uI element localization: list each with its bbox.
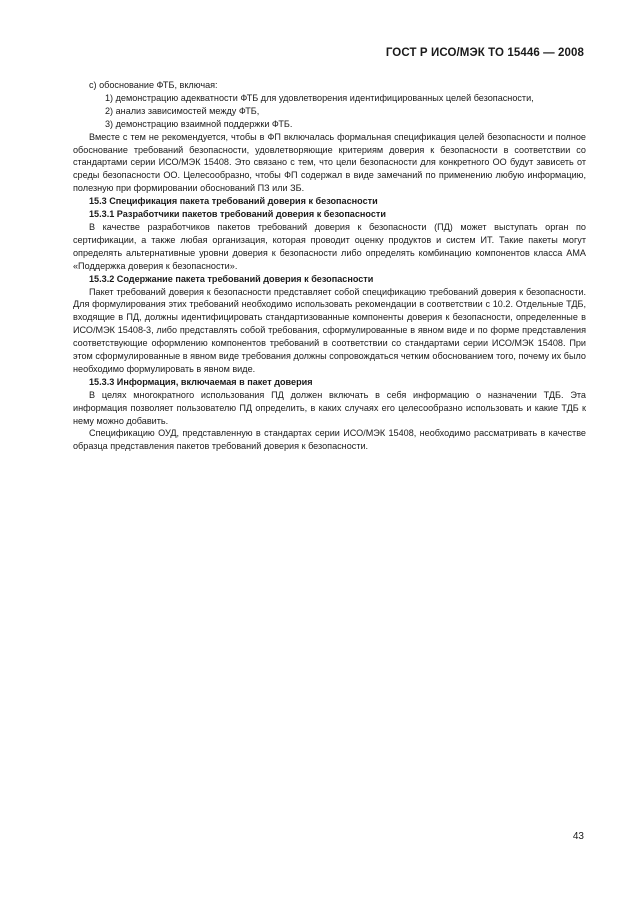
paragraph-4: В целях многократного использования ПД должен включать в себя информацию о назначении ТДБ. Эта информация позволяет пользователю ПД определить, в каких случаях его целесообразно использовать и какие ТДБ к нему можно добавить. bbox=[73, 389, 586, 426]
list-item-1: 1) демонстрацию адекватности ФТБ для удовлетворения идентифицированных целей безопасности, bbox=[105, 92, 534, 103]
heading-15-3-1: 15.3.1 Разработчики пакетов требований доверия к безопасности bbox=[89, 209, 386, 220]
paragraph-c-intro: с) обоснование ФТБ, включая: bbox=[89, 80, 218, 90]
heading-15-3-3: 15.3.3 Информация, включаемая в пакет доверия bbox=[89, 376, 313, 387]
document-body bbox=[73, 79, 586, 453]
list-item-3: 3) демонстрацию взаимной поддержки ФТБ. bbox=[105, 118, 293, 129]
paragraph-2: В качестве разработчиков пакетов требований доверия к безопасности (ПД) может выступать орган по сертификации, а также любая организация, которая проводит оценку продуктов и систем ИТ. Такие пакеты могут определять альтернативные уровни доверия к безопасности либо определять комбинацию компонентов класса АМА «Поддержка доверия к безопасности». bbox=[73, 221, 586, 271]
page-number: 43 bbox=[572, 831, 584, 842]
document-header: ГОСТ Р ИСО/МЭК ТО 15446 — 2008 bbox=[385, 47, 584, 59]
heading-15-3: 15.3 Спецификация пакета требований доверия к безопасности bbox=[89, 196, 378, 207]
paragraph-3: Пакет требований доверия к безопасности представляет собой спецификацию требований доверия к безопасности. Для формулирования этих требований необходимо использовать рекомендации в соответствии с 10.2. Отдельные ТДБ, входящие в ПД, должны идентифицировать стандартизованные компоненты доверия к безопасности, определенные в ИСО/МЭК 15408-3, либо представлять собой требования, сформулированные в явном виде и по форме представления соответствующие оформлению компонентов требований в соответствии со стандартами серии ИСО/МЭК 15408. При этом сформулированные в явном виде требования должны сопровождаться четким обоснованием того, почему их было необходимо формулировать в явном виде. bbox=[73, 286, 586, 374]
paragraph-5: Спецификацию ОУД, представленную в стандартах серии ИСО/МЭК 15408, необходимо рассматривать в качестве образца представления пакетов требований доверия к безопасности. bbox=[73, 428, 586, 452]
heading-15-3-2: 15.3.2 Содержание пакета требований доверия к безопасности bbox=[89, 273, 374, 284]
list-item-2: 2) анализ зависимостей между ФТБ, bbox=[105, 105, 260, 116]
paragraph-1: Вместе с тем не рекомендуется, чтобы в ФП включалась формальная спецификация целей безопасности и полное обоснование требований безопасности, удовлетворяющие критериям доверия к безопасности в соответствии со стандартами серии ИСО/МЭК 15408. Это связано с тем, что цели безопасности для конкретного ОО будут зависеть от среды безопасности ОО. Целесообразно, чтобы ФП содержал в виде замечаний по применению любую информацию, полезную при формировании обоснований ПЗ или ЗБ. bbox=[73, 131, 586, 194]
